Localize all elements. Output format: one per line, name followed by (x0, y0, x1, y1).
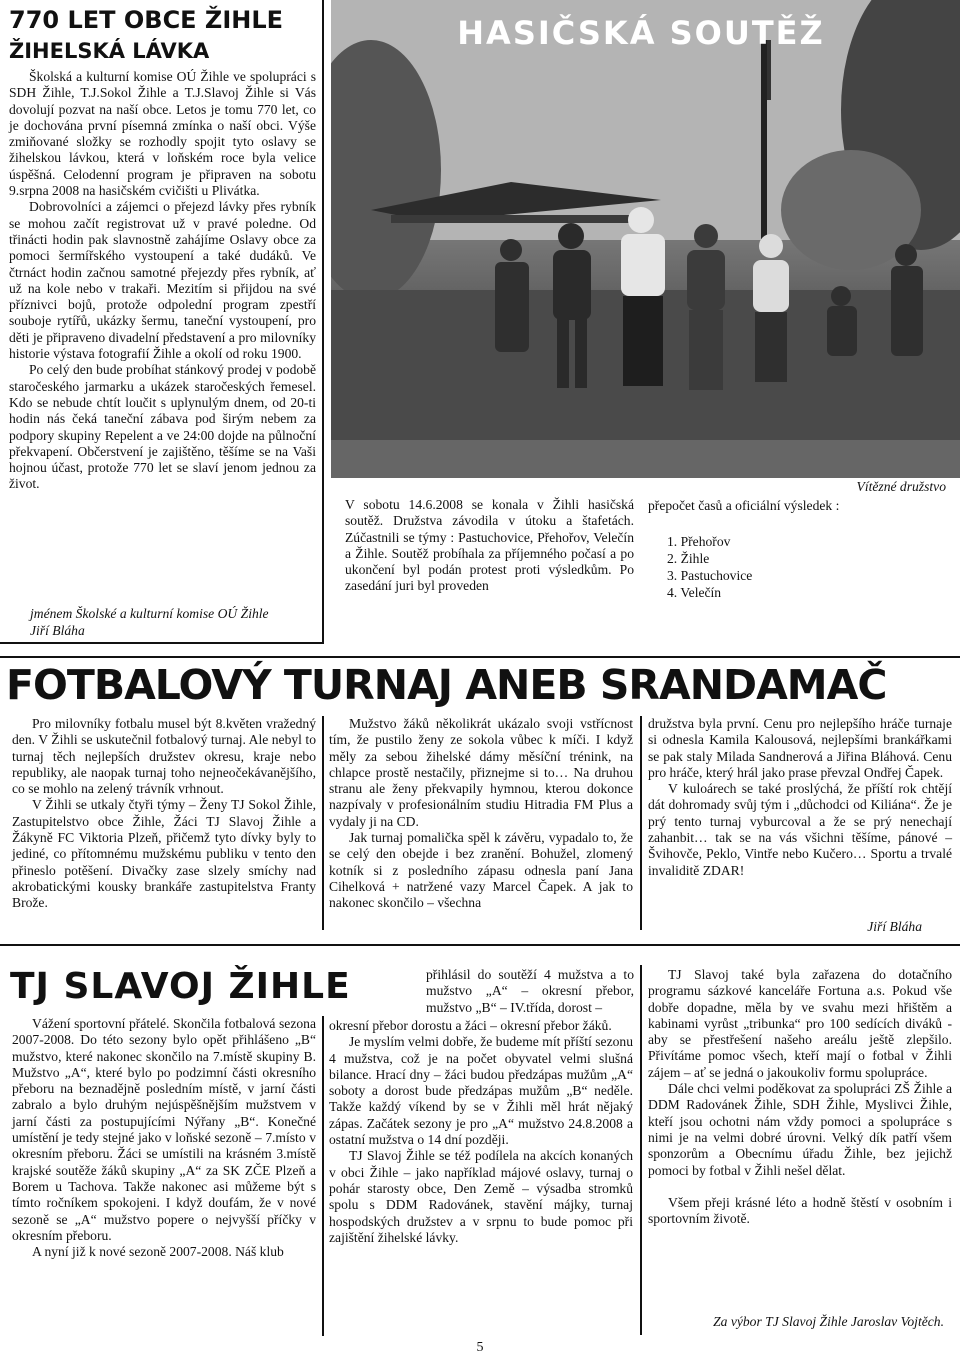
club-divider-2 (640, 965, 642, 1335)
football-col-3 (648, 716, 952, 879)
club-col-2-top (426, 967, 634, 1016)
fire-competition-title: HASIČSKÁ SOUTĚŽ (457, 14, 825, 52)
page-number: 5 (476, 1340, 484, 1355)
club-divider-1 (322, 1016, 324, 1336)
football-signature: Jiří Bláha (867, 919, 922, 934)
club-col-2 (329, 1018, 633, 1246)
football-title: FOTBALOVÝ TURNAJ ANEB SRANDAMAČ (6, 661, 887, 709)
village-article-title: 770 LET OBCE ŽIHLE (9, 6, 284, 34)
club-top-rule (0, 944, 960, 946)
club-title: TJ SLAVOJ ŽIHLE (10, 966, 351, 1007)
result-item: 1. Přehořov (667, 534, 731, 549)
football-col-2 (329, 716, 633, 912)
signature-author: Jiří Bláha (30, 623, 85, 638)
fire-competition-text (345, 497, 634, 595)
club-paragraph: Všem přeji krásné léto a hodně štěstí v osobním i sportovním životě. (648, 1194, 952, 1227)
village-article-paragraph: Po celý den bude probíhat stánkový prodej v podobě staročeského jarmarku a ukázek staročeských řemesel. Kdo se nebude chtít loučit s uplynulým dnem, od 20-ti hodin nás čeká taneční zábava pod širým nebem za podpory skupiny Repelent a ve 24:00 dojde na půlnoční překvapení. Občerstvení je zajištěno, těšíme se na Vaši hojnou účast, protože 770 let se slaví jenom jednou za život. (9, 362, 316, 492)
football-paragraph: Pro milovníky fotbalu musel být 8.květen vražedný den. V Žihli se uskutečnil fotbalový turnaj. Ale nebyl to turnaj těch nejlepších družstev okresu, kraje nebo republiky, ale naopak turnaj toho nejneočekávanějšího, co se mohlo na zelený trávník vrhnout. (12, 716, 316, 797)
football-divider-1 (322, 716, 324, 930)
football-col-1 (12, 716, 316, 912)
result-item: 4. Velečín (667, 585, 722, 600)
result-item: 2. Žihle (667, 551, 710, 566)
football-paragraph: Jak turnaj pomalička spěl k závěru, vypadalo to, že se celý den obejde i bez zranění. Bohužel, zlomený kotník si z posledního zápasu odnesla paní Jana Cihelková + natržené vazy Marcel Čapek. A jak to nakonec skončilo – všechna (329, 830, 633, 911)
photo-caption: Vítězné družstvo (856, 479, 946, 494)
team-photo-illustration (331, 0, 960, 478)
village-article-body (9, 69, 316, 493)
club-paragraph: Je myslím velmi dobře, že budeme mít příští sezonu 4 mužstva, což je na počet obyvatel velmi slušná bilance. Hrací dny – žáci budou předzápas mužům „A“ soboty a dorost bude předzápas mužům „B“ neděle. Takže každý víkend by se v Žihli měl hrát nějaký zápas. Začátek sezony je pro „A“ mužstvo 24.8.2008 a ostatní mužstva o 14 dní později. (329, 1034, 633, 1148)
football-paragraph: V kuloárech se také proslýchá, že příští rok chtějí dát dohromady svůj tým i „důchodci od Kiliána“. Že je prý tento turnaj vyburcoval a že se prý nenechají zahanbit… tak se na vás všichni těšíme, pánové – Švihovče, Peklo, Vintře nebo Kučero… Sportu a trvalé invaliditě ZDAR! (648, 781, 952, 878)
club-paragraph: TJ Slavoj Žihle se též podílela na akcích konaných v obci Žihle – jako například májové oslavy, turnaj o pohár starosty obce, Den Země – výsadba stromků spolu s DDM Radovánek, stavění májky, turnaj hospodských družstev a v srpnu to bude pomoc při zajištění žihelské lávky. (329, 1148, 633, 1245)
village-article-paragraph: Školská a kulturní komise OÚ Žihle ve spolupráci s SDH Žihle, T.J.Sokol Žihle a T.J.Slavoj Žihle si Vás dovolují pozvat na naší obce. Letos je tomu 770 let, co je dochována první písemná zmínka o naší obci. Výše zmiňované složky se rozhodly spojit tyto oslavy se žihelskou lávkou, která v loňském roce byla velice úspěšná. Celodenní program je připraven na sobotu 9.srpna 2008 na hasičském cvičišti u Plivátka. (9, 69, 316, 199)
club-paragraph: A nyní již k nové sezoně 2007-2008. Náš klub (32, 1244, 284, 1260)
signature-line: jménem Školské a kulturní komise OÚ Žihle (30, 606, 269, 621)
fire-results (648, 497, 948, 601)
results-intro: přepočet časů a oficiální výsledek : (648, 498, 840, 513)
club-col-3 (648, 967, 952, 1227)
football-top-rule (0, 656, 960, 658)
club-paragraph: TJ Slavoj také byla zařazena do dotačního programu sázkové kanceláře Fortuna a.s. Pokud vše dobře dopadne, měla by ve svahu mezi hřištěm a kabinami vyrůst „tribunka“ pro 100 sedících diváků - aby se přestřešení našeho areálu ještě zlepšilo. Přivítáme pomoc všech, kteří mají o fotbal v Žihli zájem – ať se jedná o jakoukoliv formu spolupráce. (648, 967, 952, 1080)
village-article-subtitle: ŽIHELSKÁ LÁVKA (9, 39, 210, 63)
winning-team-photo (331, 0, 960, 478)
results-list (667, 533, 948, 601)
club-signature: Za výbor TJ Slavoj Žihle Jaroslav Vojtěch. (713, 1314, 944, 1329)
club-paragraph: přihlásil do soutěží 4 mužstva a to mužstvo „A“ – okresní přebor, mužstvo „B“ – IV.třída, dorost – (426, 967, 634, 1015)
fire-competition-paragraph: V sobotu 14.6.2008 se konala v Žihli hasičská soutěž. Družstva závodila v útoku a štafetách. Zúčastnili se týmy : Pastuchovice, Přehořov, Velečín a Žihle. Soutěž probíhala za příjemného počasí a po ukončení byl podán protest proti výsledkům. Po zasedání juri byl proveden (345, 497, 634, 594)
result-item: 3. Pastuchovice (667, 568, 753, 583)
club-paragraph: okresní přebor dorostu a žáci – okresní přebor žáků. (329, 1018, 612, 1033)
village-article-signature (30, 605, 320, 639)
football-paragraph: Mužstvo žáků několikrát ukázalo svoji vstřícnost tím, že pustilo ženy ze sokola vůbec k míči. I když měly za sebou žihelské dámy měsíční trénink, na chlapce prostě nestačily, přiznejme si to… Na druhou stranu ale ženy překvapily hymnou, kterou dokonce nazpívaly v profesionálním studiu Hitradia FM Plus a vydaly ji na CD. (329, 716, 633, 829)
football-paragraph: družstva byla první. Cenu pro nejlepšího hráče turnaje si odnesla Kamila Kalousová, nejlepšími brankářkami se pak staly Milada Sandnerová a Jiřina Bláhová. Cenu pro hráče, který hrál jako prase převzal Ondřej Čapek. (648, 716, 952, 780)
club-paragraph: Dále chci velmi poděkovat za spolupráci ZŠ Žihle a DDM Radovánek Žihle, SDH Žihle, Myslivci Žihle, kteří jsou ochotni nám vždy pomoci a spolupráce s nimi je na velmi dobré úrovni. Velký dík patří všem sponzorům a Obecnímu úřadu Žihle, bez jejichž pomoci by fotbal v Žihli nešel dělat. (648, 1081, 952, 1178)
football-divider-2 (640, 716, 642, 930)
village-article-paragraph: Dobrovolníci a zájemci o přejezd lávky přes rybník se mohou začít registrovat už v pravé poledne. Od třinácti hodin pak slavnostně zahájíme Oslavy obce za pomoci šermířského vystoupení a také dudáků. Ve čtrnáct hodin začnou samotné přejezdy přes rybník, ať už na kole nebo v trakaři. Mezitím si přijdou na své příznivci bojů, protože odpolední program zpestří souboje rytířů, ukázky šermu, taneční vystoupení, pro děti je připraveno divadelní představení a pro milovníky historie výstava fotografií Žihle a okolí od roku 1900. (9, 199, 316, 362)
club-col-1 (12, 1016, 316, 1260)
club-paragraph: Vážení sportovní přátelé. Skončila fotbalová sezona 2007-2008. Do této sezony bylo opět přihlášeno „B“ mužstvo, které nakonec skončilo na 7.místě skupiny B. Mužstvo „A“, které bylo po podzimní části okresního přeboru na beznadějně posledním místě, v jarní části zabralo a bylo druhým nejúspěšnějším mužstvem v jarní části za postupujícími Nýřany „B“. Konečné umístění je tedy stejné jako v loňské sezoně – 7.místo v okresním přeboru. Žáci se umístili na krásném 3.místě krajské soutěže žáků skupiny „A“ za SK ZČE Plzeň a Borem u Tachova. Takže nakonec asi můžeme být s tímto ročníkem spokojeni. I když doufám, že v nové sezoně se „A“ mužstvo popere o nejvyšší příčky v okresním přeboru. (12, 1016, 316, 1243)
football-paragraph: V Žihli se utkaly čtyři týmy – Ženy TJ Sokol Žihle, Zastupitelstvo obce Žihle, Žáci TJ Slavoj Žihle a Žákyně FC Viktoria Plzeň, přičemž tyto dívky byly to jediné, co přítomnému mužskému publiku v tento den přineslo potěšení. Divačky zase slzely smíchy nad akrobatickými kousky brankáře zastupitelstva Franty Brože. (12, 797, 316, 911)
